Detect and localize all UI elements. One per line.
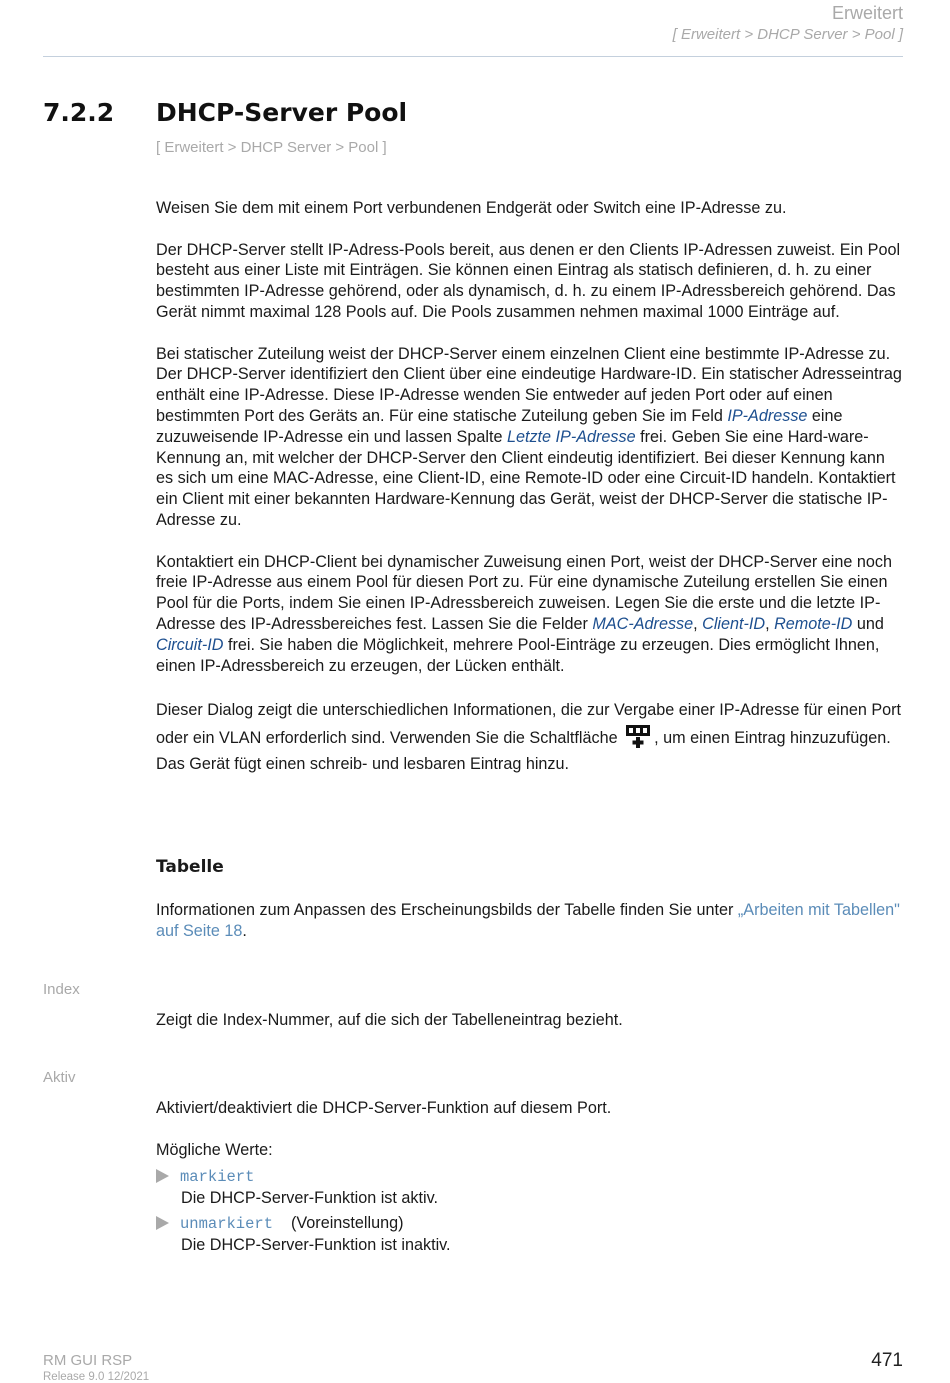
cross-reference-link[interactable]: „Arbeiten mit Tabellen" auf Seite 18 <box>156 901 900 940</box>
subsection-title-tabelle: Tabelle <box>156 857 224 877</box>
possible-values-label: Mögliche Werte: <box>156 1141 273 1159</box>
param-desc-index: Zeigt die Index-Nummer, auf die sich der Tabelleneintrag bezieht. <box>156 1011 623 1029</box>
running-header-title: Erweitert <box>831 3 903 23</box>
section-title: DHCP-Server Pool <box>156 98 408 127</box>
paragraph-pools: Der DHCP-Server stellt IP-Adress-Pools bereit, aus denen er den Clients IP-Adressen zuweist. Ein Pool besteht aus einer Liste mit Einträgen. Sie können einen Eintrag als statisch definieren, d. h. zu einer bestimmten IP-Adresse gehörend, oder als dynamisch, d. h. zu einem IP-Adressbereich gehörend. Das Gerät nimmt maximal 128 Pools auf. Die Pools zusammen nehmen maximal 1000 Einträge auf. <box>156 240 901 321</box>
page-number: 471 <box>871 1350 903 1371</box>
add-table-row-icon <box>623 723 653 749</box>
bullet-triangle-icon <box>156 1216 169 1230</box>
param-name-index: Index <box>43 981 80 998</box>
paragraph-dialog <box>156 697 904 777</box>
param-desc-aktiv: Aktiviert/deaktiviert die DHCP-Server-Funktion auf diesem Port. <box>156 1099 612 1117</box>
header-divider <box>43 56 903 57</box>
option-desc: Die DHCP-Server-Funktion ist aktiv. <box>181 1188 438 1207</box>
running-header-breadcrumb: [ Erweitert > DHCP Server > Pool ] <box>672 26 903 43</box>
paragraph-intro: Weisen Sie dem mit einem Port verbundenen Endgerät oder Switch eine IP-Adresse zu. <box>156 199 787 217</box>
text-segment: Informationen zum Anpassen des Erscheinungsbilds der Tabelle finden Sie unter <box>156 901 738 919</box>
bullet-triangle-icon <box>156 1169 169 1183</box>
paragraph-dynamic <box>156 552 904 677</box>
text-segment: und <box>852 614 884 633</box>
field-reference-circuit-id: Circuit-ID <box>156 635 224 654</box>
param-name-aktiv: Aktiv <box>43 1069 76 1086</box>
option-item <box>156 1166 438 1209</box>
footer-document: RM GUI RSP <box>43 1352 133 1369</box>
text-segment: frei. Geben Sie eine Hard-ware-Kennung an, mit welcher der DHCP-Server den Client eindeutig identifiziert. Bei dieser Kennung kann es sich um eine MAC-Adresse, eine Client-ID, eine Remote-ID oder eine Circuit-ID handeln. Kontaktiert ein Client mit einer bekannten Hardware-Kennung das Gerät, weist der DHCP-Server die statische IP-Adresse zu. <box>156 427 896 529</box>
text-segment: eine zuzuweisende IP-Adresse ein und lassen Spalte <box>156 406 843 446</box>
table-info-text <box>156 900 904 942</box>
text-segment: Kontaktiert ein DHCP-Client bei dynamischer Zuweisung einen Port, weist der DHCP-Server eine noch freie IP-Adresse aus einem Pool für diesen Port zu. Für eine dynamische Zuteilung erstellen Sie einen Pool für die Ports, indem Sie einen IP-Adressbereich zuweisen. Legen Sie die erste und die letzte IP-Adresse des IP-Adressbereiches fest. Lassen Sie die Felder <box>156 552 892 633</box>
footer-release: Release 9.0 12/2021 <box>43 1371 150 1383</box>
text-segment: Dieser Dialog zeigt die unterschiedlichen Informationen, die zur Vergabe einer IP-Adresse für einen Port oder ein VLAN erforderlich sind. Verwenden Sie die Schaltfläche <box>156 701 902 748</box>
text-segment: frei. Sie haben die Möglichkeit, mehrere Pool-Einträge zu erzeugen. Dies ermöglicht Ihnen, einen IP-Adressbereich zu erzeugen, der Lücken enthält. <box>156 635 880 675</box>
field-reference-mac-adresse: MAC-Adresse <box>592 614 694 633</box>
paragraph-static <box>156 344 904 531</box>
option-item <box>156 1213 451 1256</box>
body-text <box>156 198 904 798</box>
field-reference-client-id: Client-ID <box>702 614 766 633</box>
text-segment: , <box>765 614 775 633</box>
field-reference-ip-adresse: IP-Adresse <box>727 406 808 425</box>
section-breadcrumb: [ Erweitert > DHCP Server > Pool ] <box>156 139 387 156</box>
option-value: markiert <box>180 1168 255 1186</box>
text-segment: , um einen Eintrag hinzuzufügen. Das Gerät fügt einen schreib- und lesbaren Eintrag hinzu. <box>156 729 891 774</box>
section-number: 7.2.2 <box>43 98 115 127</box>
text-segment: , <box>693 614 703 633</box>
option-desc: Die DHCP-Server-Funktion ist inaktiv. <box>181 1235 451 1254</box>
text-segment: . <box>242 921 247 940</box>
option-value: unmarkiert <box>180 1215 274 1233</box>
field-reference-letzte-ip-adresse: Letzte IP-Adresse <box>506 427 636 446</box>
text-segment: Bei statischer Zuteilung weist der DHCP-Server einem einzelnen Client eine bestimmte IP-Adresse zu. Der DHCP-Server identifiziert den Client über eine eindeutige Hardware-ID. Ein statischer Adresseintrag enthält eine IP-Adresse. Diese IP-Adresse wenden Sie entweder auf jeden Port oder auf einen bestimmten Port des Geräts an. Für eine statische Zuteilung geben Sie im Feld <box>156 344 902 425</box>
option-default-note: (Voreinstellung) <box>291 1214 404 1232</box>
field-reference-remote-id: Remote-ID <box>774 614 853 633</box>
